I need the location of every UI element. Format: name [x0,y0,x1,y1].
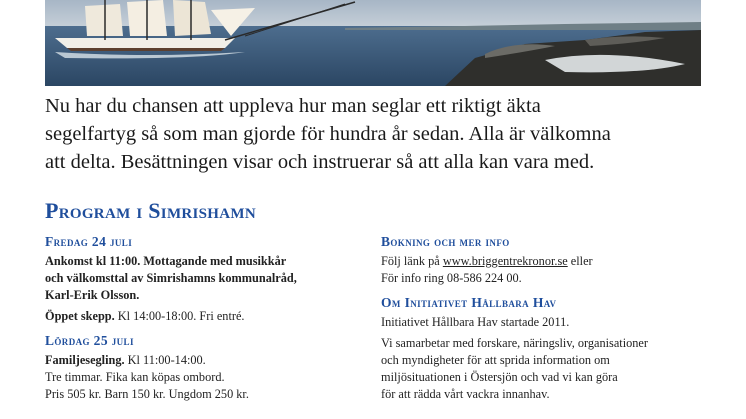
booking-link-suffix: eller [567,254,593,268]
family-sailing-info [45,352,365,403]
family-sailing-price: Pris 505 kr. Barn 150 kr. Ungdom 250 kr. [45,387,249,401]
schedule-column [45,234,365,407]
initiative-started [381,314,711,331]
intro-line: segelfartyg så som man gjorde för hundra år sedan. Alla är välkomna [45,123,611,145]
arrival-line: Ankomst kl 11:00. Mottagande med musikkår [45,254,287,268]
booking-phone: För info ring 08-586 224 00. [381,271,522,285]
booking-link-prefix: Följ länk på [381,254,443,268]
program-title: Program i Simrishamn [45,198,256,223]
booking-heading: Bokning och mer info [381,234,510,249]
open-ship-line [45,308,365,325]
sailing-ship-image [45,0,701,86]
initiative-line: och myndigheter för att sprida information om [381,353,610,367]
tall-ship-photo [45,0,701,86]
family-sailing-label: Familjesegling. [45,353,125,367]
intro-line: Nu har du chansen att uppleva hur man seglar ett riktigt äkta [45,95,541,117]
initiative-line: för att rädda vårt vackra innanhav. [381,387,550,401]
booking-link-line [381,253,711,270]
open-ship-info [45,308,365,325]
info-column [381,234,711,407]
initiative-line: miljösituationen i Östersjön och vad vi kan göra [381,370,618,384]
initiative-description [381,335,711,403]
booking-info [381,253,711,287]
arrival-line: Karl-Erik Olsson. [45,288,140,302]
family-sailing-time: Kl 11:00-14:00. [124,353,206,367]
open-ship-text: Kl 14:00-18:00. Fri entré. [114,309,245,323]
family-sailing-line [45,352,365,369]
initiative-line: Vi samarbetar med forskare, näringsliv, organisationer [381,336,648,350]
intro-paragraph [45,92,705,176]
arrival-line: och välkomsttal av Simrishamns kommunalråd, [45,271,297,285]
intro-line: att delta. Besättningen visar och instruerar så att alla kan vara med. [45,151,595,173]
day-heading-saturday: Lördag 25 juli [45,333,134,348]
booking-website-link[interactable]: www.briggentrekronor.se [442,254,568,268]
family-sailing-duration: Tre timmar. Fika kan köpas ombord. [45,370,225,384]
arrival-description [45,253,365,304]
day-heading-friday: Fredag 24 juli [45,234,133,249]
initiative-heading: Om Initiativet Hållbara Hav [381,295,557,310]
open-ship-label: Öppet skepp. [45,309,115,323]
initiative-started-line: Initiativet Hållbara Hav startade 2011. [381,315,570,329]
